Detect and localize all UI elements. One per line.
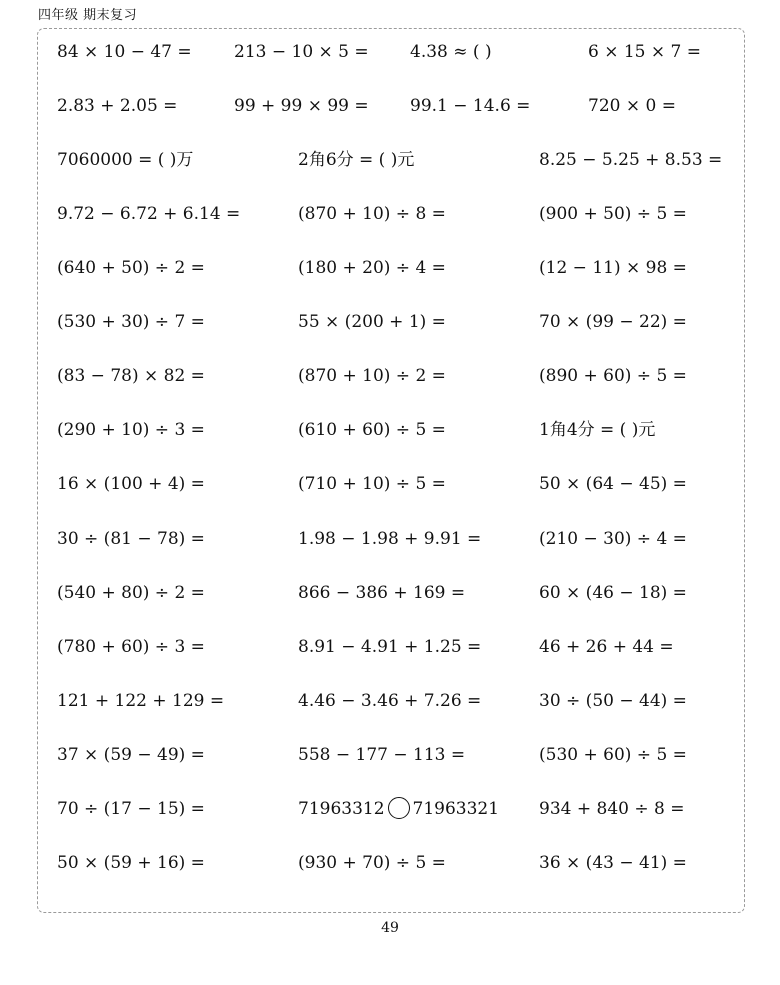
exercise-row	[0, 308, 780, 336]
exercise-item: 99 + 99 × 99 =	[234, 96, 369, 116]
exercise-row	[0, 200, 780, 228]
exercise-row	[0, 525, 780, 553]
exercise-item: 16 × (100 + 4) =	[57, 474, 205, 494]
exercise-item: 121 + 122 + 129 =	[57, 691, 225, 711]
exercise-row	[0, 146, 780, 174]
exercise-row	[0, 687, 780, 715]
exercise-item: 558 − 177 − 113 =	[298, 745, 466, 765]
exercise-row	[0, 741, 780, 769]
exercise-item: 84 × 10 − 47 =	[57, 42, 192, 62]
exercise-item: 70 ÷ (17 − 15) =	[57, 799, 205, 819]
exercise-row	[0, 416, 780, 444]
exercise-item: (610 + 60) ÷ 5 =	[298, 420, 446, 440]
exercise-item: (710 + 10) ÷ 5 =	[298, 474, 446, 494]
exercise-row	[0, 254, 780, 282]
exercise-row	[0, 92, 780, 120]
exercise-item: 7060000 = ( )万	[57, 150, 194, 170]
exercise-item: (870 + 10) ÷ 2 =	[298, 366, 446, 386]
exercise-item: 8.91 − 4.91 + 1.25 =	[298, 637, 482, 657]
exercise-row	[0, 849, 780, 877]
exercise-item: 6 × 15 × 7 =	[588, 42, 702, 62]
exercise-row	[0, 579, 780, 607]
exercise-item: 866 − 386 + 169 =	[298, 583, 466, 603]
exercise-item: (780 + 60) ÷ 3 =	[57, 637, 205, 657]
compare-item	[298, 795, 499, 823]
exercise-item: (12 − 11) × 98 =	[539, 258, 687, 278]
exercise-item: 37 × (59 − 49) =	[57, 745, 205, 765]
exercise-item: 8.25 − 5.25 + 8.53 =	[539, 150, 723, 170]
compare-number-b: 71963321	[412, 799, 500, 819]
compare-circle-blank	[388, 797, 410, 819]
exercise-item: 36 × (43 − 41) =	[539, 853, 687, 873]
exercise-row	[0, 470, 780, 498]
exercise-item: 4.46 − 3.46 + 7.26 =	[298, 691, 482, 711]
exercise-item: 46 + 26 + 44 =	[539, 637, 674, 657]
exercise-item: (540 + 80) ÷ 2 =	[57, 583, 205, 603]
exercise-item: (870 + 10) ÷ 8 =	[298, 204, 446, 224]
exercise-item: (180 + 20) ÷ 4 =	[298, 258, 446, 278]
exercise-item: 99.1 − 14.6 =	[410, 96, 531, 116]
exercise-item: 55 × (200 + 1) =	[298, 312, 446, 332]
page-number: 49	[381, 920, 399, 936]
exercise-row	[0, 795, 780, 823]
exercise-item: 720 × 0 =	[588, 96, 676, 116]
exercise-row	[0, 633, 780, 661]
exercise-item: 1角4分 = ( )元	[539, 420, 656, 440]
exercise-item: 50 × (59 + 16) =	[57, 853, 205, 873]
exercise-item: (890 + 60) ÷ 5 =	[539, 366, 687, 386]
exercise-item: 4.38 ≈ ( )	[410, 42, 492, 62]
exercise-row	[0, 38, 780, 66]
exercise-item: 934 + 840 ÷ 8 =	[539, 799, 685, 819]
exercise-item: (930 + 70) ÷ 5 =	[298, 853, 446, 873]
exercise-item: (530 + 30) ÷ 7 =	[57, 312, 205, 332]
exercise-item: 30 ÷ (81 − 78) =	[57, 529, 205, 549]
exercise-item: 1.98 − 1.98 + 9.91 =	[298, 529, 482, 549]
exercise-row	[0, 362, 780, 390]
exercise-item: 2.83 + 2.05 =	[57, 96, 178, 116]
exercise-item: (530 + 60) ÷ 5 =	[539, 745, 687, 765]
exercise-item: (83 − 78) × 82 =	[57, 366, 205, 386]
exercise-item: 213 − 10 × 5 =	[234, 42, 369, 62]
exercise-item: 9.72 − 6.72 + 6.14 =	[57, 204, 241, 224]
exercise-item: (210 − 30) ÷ 4 =	[539, 529, 687, 549]
exercise-item: 70 × (99 − 22) =	[539, 312, 687, 332]
exercise-item: (640 + 50) ÷ 2 =	[57, 258, 205, 278]
exercise-item: 2角6分 = ( )元	[298, 150, 415, 170]
exercise-item: (900 + 50) ÷ 5 =	[539, 204, 687, 224]
compare-number-a: 71963312	[298, 799, 385, 819]
exercise-item: 50 × (64 − 45) =	[539, 474, 687, 494]
exercise-item: (290 + 10) ÷ 3 =	[57, 420, 205, 440]
page-header: 四年级 期末复习	[38, 8, 138, 23]
exercise-item: 60 × (46 − 18) =	[539, 583, 687, 603]
exercise-item: 30 ÷ (50 − 44) =	[539, 691, 687, 711]
